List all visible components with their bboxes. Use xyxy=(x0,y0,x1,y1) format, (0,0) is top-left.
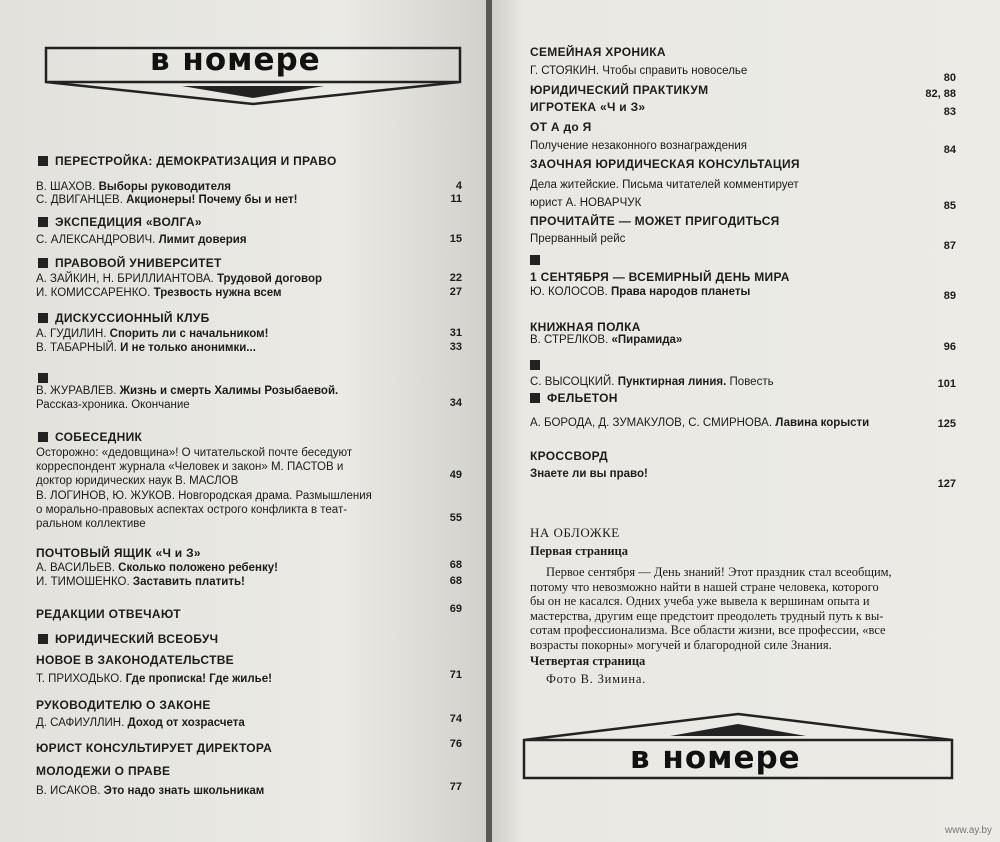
page-number: 33 xyxy=(449,341,462,353)
paragraph-line: сотам профессионализма. Все области жизни, все профессии, «все xyxy=(530,623,886,637)
page-number: 15 xyxy=(449,233,462,245)
page-number: 11 xyxy=(450,193,462,205)
toc-entry[interactable]: С. ДВИГАНЦЕВ. Акционеры! Почему бы и нет! xyxy=(36,194,298,206)
page-number: 22 xyxy=(449,272,462,284)
toc-entry[interactable]: Д. САФИУЛЛИН. Доход от хозрасчета xyxy=(36,717,245,729)
toc-entry-line: корреспондент журнала «Человек и закон» М. ПАСТОВ и xyxy=(36,461,344,473)
toc-entry[interactable]: В. СТРЕЛКОВ. «Пирамида» xyxy=(530,334,683,346)
toc-entry[interactable]: И. ТИМОШЕНКО. Заставить платить! xyxy=(36,576,245,588)
cover-heading: НА ОБЛОЖКЕ xyxy=(530,525,620,540)
section-editors: РЕДАКЦИИ ОТВЕЧАЮТ xyxy=(36,607,181,621)
toc-entry[interactable]: С. ВЫСОЦКИЙ. Пунктирная линия. Повесть xyxy=(530,376,774,388)
section-family: СЕМЕЙНАЯ ХРОНИКА xyxy=(530,45,666,59)
page-number: 34 xyxy=(449,397,462,409)
section-youth: МОЛОДЕЖИ О ПРАВЕ xyxy=(36,764,171,778)
toc-entry[interactable]: Получение незаконного вознаграждения xyxy=(530,140,748,152)
page-number: 87 xyxy=(943,240,956,252)
page-number: 76 xyxy=(449,738,462,750)
page-number: 4 xyxy=(455,180,462,192)
section-igroteka: ИГРОТЕКА «Ч и З» xyxy=(530,100,646,114)
page-number: 101 xyxy=(937,378,956,390)
section-marker-icon xyxy=(38,156,48,166)
section-consultation: ЗАОЧНАЯ ЮРИДИЧЕСКАЯ КОНСУЛЬТАЦИЯ xyxy=(530,157,800,171)
section-marker-icon xyxy=(38,258,48,268)
section-practicum: ЮРИДИЧЕСКИЙ ПРАКТИКУМ xyxy=(530,83,709,97)
toc-entry-line: ральном коллективе xyxy=(36,518,146,530)
toc-entry[interactable]: И. КОМИССАРЕНКО. Трезвость нужна всем xyxy=(36,287,282,299)
section-crossword: КРОССВОРД xyxy=(530,449,609,463)
section-feuilleton: ФЕЛЬЕТОН xyxy=(530,391,618,405)
paragraph-line: возрасты покорны» могучей и благородной силе Знания. xyxy=(530,637,832,652)
page-number: 31 xyxy=(449,327,462,339)
toc-entry-line: В. ЛОГИНОВ, Ю. ЖУКОВ. Новгородская драма. Размышления xyxy=(36,490,372,502)
toc-entry[interactable]: Г. СТОЯКИН. Чтобы справить новоселье xyxy=(530,65,748,77)
page-number: 127 xyxy=(937,478,956,490)
section-unnamed xyxy=(38,371,55,385)
toc-entry-line: доктор юридических наук В. МАСЛОВ xyxy=(36,475,239,487)
banner-title: в номере xyxy=(630,740,801,776)
section-discussion: ДИСКУССИОННЫЙ КЛУБ xyxy=(38,311,210,325)
paragraph-line: бы он не касался. Одних учеба уже вывела к вершинам опыта и xyxy=(530,594,870,608)
section-read-it: ПРОЧИТАЙТЕ — МОЖЕТ ПРИГОДИТЬСЯ xyxy=(530,214,780,228)
toc-entry[interactable]: А. ГУДИЛИН. Спорить ли с начальником! xyxy=(36,328,269,340)
banner-top xyxy=(42,40,464,114)
section-marker-icon xyxy=(530,359,547,373)
section-volga: ЭКСПЕДИЦИЯ «ВОЛГА» xyxy=(38,215,202,229)
toc-entry-line: юрист А. НОВАРЧУК xyxy=(530,197,642,209)
page-number: 49 xyxy=(449,469,462,481)
toc-entry-sub: Рассказ-хроника. Окончание xyxy=(36,399,190,411)
section-manager: РУКОВОДИТЕЛЮ О ЗАКОНЕ xyxy=(36,698,211,712)
left-page xyxy=(0,0,486,842)
toc-entry[interactable]: Прерванный рейс xyxy=(530,233,626,245)
section-marker-icon xyxy=(38,313,48,323)
paragraph-line: потому что невозможно найти в нашей стране человека, которого xyxy=(530,579,879,594)
section-new-law: НОВОЕ В ЗАКОНОДАТЕЛЬСТВЕ xyxy=(36,653,234,667)
section-director: ЮРИСТ КОНСУЛЬТИРУЕТ ДИРЕКТОРА xyxy=(36,741,273,755)
toc-entry[interactable]: В. ШАХОВ. Выборы руководителя xyxy=(36,181,231,193)
section-university: ПРАВОВОЙ УНИВЕРСИТЕТ xyxy=(38,256,222,270)
section-vseobuch: ЮРИДИЧЕСКИЙ ВСЕОБУЧ xyxy=(38,632,218,646)
paragraph-line: Первое сентября — День знаний! Этот праздник стал всеобщим, xyxy=(546,565,892,579)
section-mailbox: ПОЧТОВЫЙ ЯЩИК «Ч и З» xyxy=(36,546,201,560)
section-marker-icon xyxy=(38,373,48,383)
right-page xyxy=(492,0,1000,842)
section-a-to-ya: ОТ А до Я xyxy=(530,120,592,134)
section-marker-icon xyxy=(530,254,547,268)
paragraph-line: мастерства, другим еще предстоит преодолеть трудный путь к вы- xyxy=(530,608,884,623)
page-number: 68 xyxy=(449,559,462,571)
watermark: www.ay.by xyxy=(944,825,992,836)
page-number: 74 xyxy=(449,713,462,725)
toc-entry[interactable]: В. ТАБАРНЫЙ. И не только анонимки... xyxy=(36,342,256,354)
page-number: 85 xyxy=(943,200,956,212)
page-number: 71 xyxy=(449,669,462,681)
toc-entry[interactable]: В. ЖУРАВЛЕВ. Жизнь и смерть Халимы Розыбаевой. xyxy=(36,385,339,397)
section-marker-icon xyxy=(38,217,48,227)
cover-paragraph xyxy=(530,565,960,652)
toc-entry[interactable]: А. ЗАЙКИН, Н. БРИЛЛИАНТОВА. Трудовой договор xyxy=(36,273,322,285)
page-number: 55 xyxy=(449,512,462,524)
toc-entry[interactable]: В. ИСАКОВ. Это надо знать школьникам xyxy=(36,785,265,797)
toc-entry[interactable]: Т. ПРИХОДЬКО. Где прописка! Где жилье! xyxy=(36,673,272,685)
toc-entry[interactable]: А. БОРОДА, Д. ЗУМАКУЛОВ, С. СМИРНОВА. Лавина корысти xyxy=(530,417,870,429)
section-marker-icon xyxy=(38,634,48,644)
section-bookshelf: КНИЖНАЯ ПОЛКА xyxy=(530,320,641,334)
page-number: 77 xyxy=(449,781,462,793)
page-number: 83 xyxy=(943,106,956,118)
toc-entry[interactable]: Ю. КОЛОСОВ. Права народов планеты xyxy=(530,286,751,298)
banner-title: в номере xyxy=(150,42,321,78)
toc-entry-line: Осторожно: «дедовщина»! О читательской почте беседуют xyxy=(36,447,353,459)
toc-entry[interactable]: А. ВАСИЛЬЕВ. Сколько положено ребенку! xyxy=(36,562,278,574)
banner-bottom xyxy=(520,708,956,784)
cover-first-page-label: Первая страница xyxy=(530,544,629,558)
toc-entry[interactable]: Знаете ли вы право! xyxy=(530,468,648,480)
page-number: 82, 88 xyxy=(925,88,956,100)
toc-entry-line: о морально-правовых аспектах острого конфликта в теат- xyxy=(36,504,348,516)
page-number: 125 xyxy=(937,418,956,430)
section-marker-icon xyxy=(530,393,540,403)
page-number: 27 xyxy=(449,286,462,298)
page-number: 80 xyxy=(943,72,956,84)
section-marker-icon xyxy=(38,432,48,442)
cover-fourth-page-label: Четвертая страница xyxy=(530,654,646,668)
toc-entry-line: Дела житейские. Письма читателей комментирует xyxy=(530,179,799,191)
page-number: 68 xyxy=(449,575,462,587)
page-number: 69 xyxy=(449,603,462,615)
photo-credit: Фото В. Зимина. xyxy=(546,672,647,686)
page-number: 84 xyxy=(943,144,956,156)
toc-entry[interactable]: С. АЛЕКСАНДРОВИЧ. Лимит доверия xyxy=(36,234,247,246)
page-number: 89 xyxy=(943,290,956,302)
section-perestroika: ПЕРЕСТРОЙКА: ДЕМОКРАТИЗАЦИЯ И ПРАВО xyxy=(38,154,337,168)
section-peace-day: 1 СЕНТЯБРЯ — ВСЕМИРНЫЙ ДЕНЬ МИРА xyxy=(530,270,790,284)
section-sobesednik: СОБЕСЕДНИК xyxy=(38,430,142,444)
page-number: 96 xyxy=(943,341,956,353)
